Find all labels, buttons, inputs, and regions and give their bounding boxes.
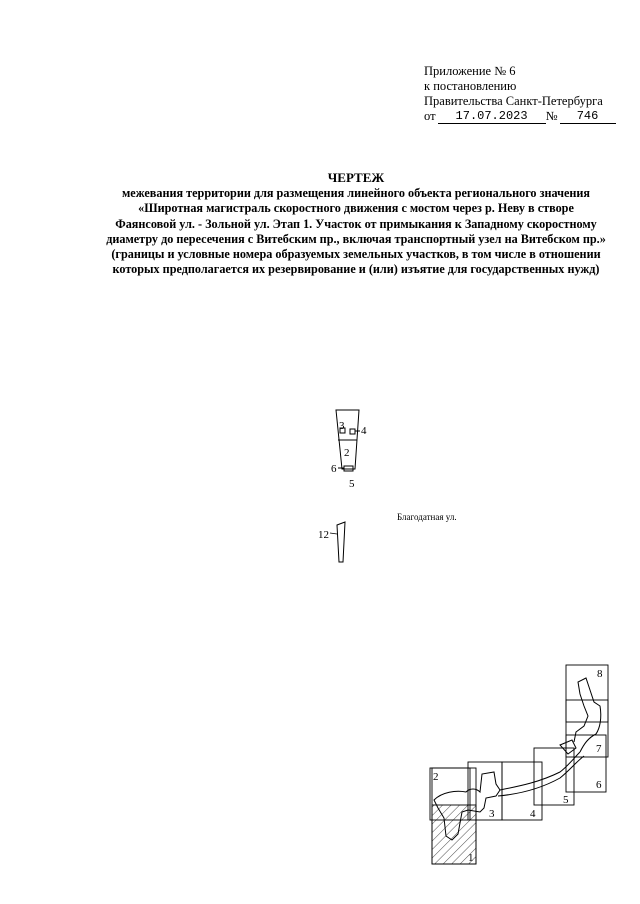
sheet-7 (566, 700, 608, 757)
date-prefix: от (424, 109, 436, 123)
sheet-label-4: 4 (530, 808, 536, 820)
sheet-label-3: 3 (489, 808, 495, 820)
title-line-5: (границы и условные номера образуемых земельных участков, в том числе в отношении (111, 247, 601, 262)
drawing-title: ЧЕРТЕЖ (327, 170, 385, 185)
parcel-label-6: 6 (331, 463, 337, 475)
title-line-3: Фаянсовой ул. - Зольной ул. Этап 1. Участок от примыкания к Западному скоростному (115, 216, 597, 231)
title-line-2: «Широтная магистраль скоростного движения с мостом через р. Неву в створе (138, 201, 574, 216)
route-north-branch (574, 678, 601, 752)
street-label: Благодатная ул. (397, 512, 457, 522)
parcel-label-5: 5 (349, 478, 355, 490)
sheet-4 (502, 762, 542, 820)
sheet-index-grid (430, 665, 608, 864)
sheet-label-2: 2 (433, 771, 439, 783)
parcel-label-3: 3 (339, 420, 345, 432)
sheet-label-1: 1 (468, 852, 474, 864)
sheet-label-6: 6 (596, 779, 602, 791)
resolution-date: 17.07.2023 (438, 110, 546, 124)
resolution-number: 746 (560, 110, 616, 124)
title-line-4: диаметру до пересечения с Витебским пр., включая транспортный узел на Витебском пр.» (106, 231, 606, 246)
sheet-label-8: 8 (597, 668, 603, 680)
government-name: Правительства Санкт-Петербурга (424, 94, 603, 108)
sheet-label-7: 7 (596, 743, 602, 755)
parcel-marker-4 (350, 429, 355, 434)
parcel-12-boundary (337, 522, 345, 562)
resolution-ref: к постановлению (424, 79, 517, 93)
parcel-label-2: 2 (344, 447, 350, 459)
sheet-label-5: 5 (563, 794, 569, 806)
number-prefix: № (545, 109, 558, 123)
parcel-label-4: 4 (361, 425, 367, 437)
leader-line-12 (330, 533, 337, 534)
title-line-1: межевания территории для размещения линейного объекта регионального значения (121, 186, 591, 201)
title-line-6: которых предполагается их резервирование и (или) изъятие для государственных нужд) (112, 262, 600, 277)
parcel-label-12: 12 (318, 529, 329, 541)
appendix-number: Приложение № 6 (424, 64, 516, 78)
